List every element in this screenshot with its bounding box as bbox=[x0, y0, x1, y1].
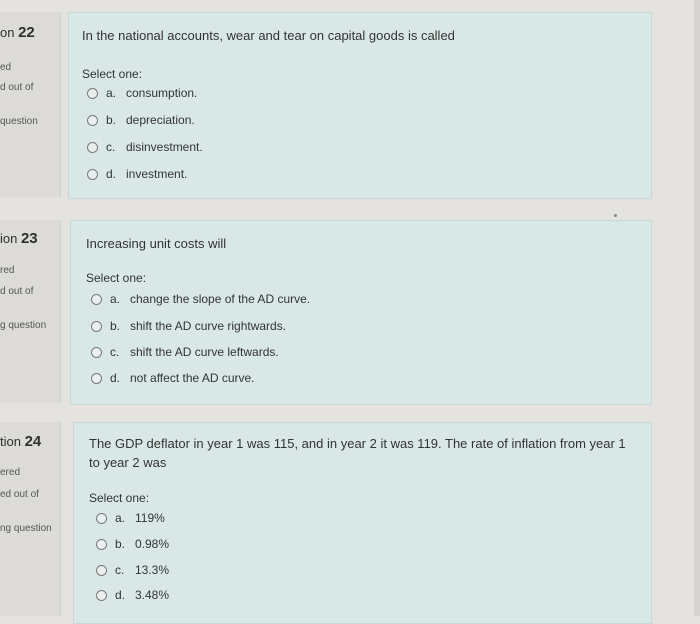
answer-option-b[interactable] bbox=[91, 319, 286, 333]
option-text: investment. bbox=[126, 167, 188, 181]
question-number: ion 23 bbox=[0, 230, 38, 247]
option-letter: a. bbox=[106, 86, 117, 100]
select-one-label: Select one: bbox=[82, 67, 143, 81]
question-number: on 22 bbox=[0, 24, 35, 41]
radio-button[interactable] bbox=[87, 142, 98, 153]
answer-option-a[interactable] bbox=[91, 292, 310, 306]
select-one-label: Select one: bbox=[86, 271, 147, 285]
answer-option-a[interactable] bbox=[87, 86, 197, 100]
answer-option-b[interactable] bbox=[96, 537, 169, 551]
radio-button[interactable] bbox=[96, 565, 107, 576]
option-letter: c. bbox=[110, 345, 120, 359]
flag-question-link[interactable]: g question bbox=[0, 320, 47, 331]
option-text: change the slope of the AD curve. bbox=[130, 292, 311, 306]
question-info-panel-24 bbox=[0, 422, 61, 616]
option-text: 119% bbox=[135, 511, 165, 525]
radio-button[interactable] bbox=[91, 347, 102, 358]
question-mark: d out of bbox=[0, 286, 34, 297]
option-letter: d. bbox=[106, 167, 117, 181]
radio-button[interactable] bbox=[91, 321, 102, 332]
option-text: disinvestment. bbox=[126, 140, 203, 154]
question-text: Increasing unit costs will bbox=[86, 236, 227, 251]
option-letter: b. bbox=[110, 319, 121, 333]
answer-option-a[interactable] bbox=[96, 511, 165, 525]
question-mark: d out of bbox=[0, 82, 34, 93]
radio-button[interactable] bbox=[91, 294, 102, 305]
option-letter: d. bbox=[115, 588, 126, 602]
select-one-label: Select one: bbox=[89, 491, 150, 505]
question-info-panel-22 bbox=[0, 12, 61, 197]
option-text: 3.48% bbox=[135, 588, 170, 602]
decorative-dot bbox=[614, 214, 617, 217]
option-letter: d. bbox=[110, 371, 121, 385]
option-text: 0.98% bbox=[135, 537, 170, 551]
answer-option-b[interactable] bbox=[87, 113, 195, 127]
question-status: red bbox=[0, 265, 15, 276]
radio-button[interactable] bbox=[96, 539, 107, 550]
radio-button[interactable] bbox=[96, 513, 107, 524]
question-info-panel-23 bbox=[0, 220, 61, 403]
flag-question-link[interactable]: ng question bbox=[0, 523, 52, 534]
radio-button[interactable] bbox=[96, 590, 107, 601]
answer-option-c[interactable] bbox=[91, 345, 279, 359]
answer-option-d[interactable] bbox=[91, 371, 255, 385]
question-card-24 bbox=[73, 422, 652, 624]
radio-button[interactable] bbox=[87, 88, 98, 99]
answer-option-d[interactable] bbox=[96, 588, 169, 602]
question-text: In the national accounts, wear and tear on capital goods is called bbox=[82, 28, 455, 43]
radio-button[interactable] bbox=[91, 373, 102, 384]
option-letter: b. bbox=[106, 113, 117, 127]
page-right-edge bbox=[694, 0, 700, 616]
question-status: ered bbox=[0, 467, 21, 478]
option-text: shift the AD curve rightwards. bbox=[130, 319, 287, 333]
question-status: ed bbox=[0, 62, 12, 73]
answer-option-c[interactable] bbox=[96, 563, 169, 577]
question-text: The GDP deflator in year 1 was 115, and in year 2 it was 119. The rate of inflation from year 1 to year 2 was bbox=[89, 436, 626, 470]
option-letter: c. bbox=[106, 140, 116, 154]
question-card-22 bbox=[68, 12, 652, 199]
option-text: not affect the AD curve. bbox=[130, 371, 255, 385]
option-letter: a. bbox=[110, 292, 121, 306]
option-text: depreciation. bbox=[126, 113, 195, 127]
option-letter: a. bbox=[115, 511, 126, 525]
question-mark: ed out of bbox=[0, 489, 39, 500]
flag-question-link[interactable]: question bbox=[0, 116, 38, 127]
radio-button[interactable] bbox=[87, 115, 98, 126]
option-letter: b. bbox=[115, 537, 126, 551]
answer-option-c[interactable] bbox=[87, 140, 203, 154]
question-number: tion 24 bbox=[0, 433, 42, 450]
question-card-23 bbox=[70, 220, 652, 405]
radio-button[interactable] bbox=[87, 169, 98, 180]
answer-option-d[interactable] bbox=[87, 167, 187, 181]
option-letter: c. bbox=[115, 563, 125, 577]
option-text: 13.3% bbox=[135, 563, 170, 577]
option-text: consumption. bbox=[126, 86, 198, 100]
option-text: shift the AD curve leftwards. bbox=[130, 345, 279, 359]
